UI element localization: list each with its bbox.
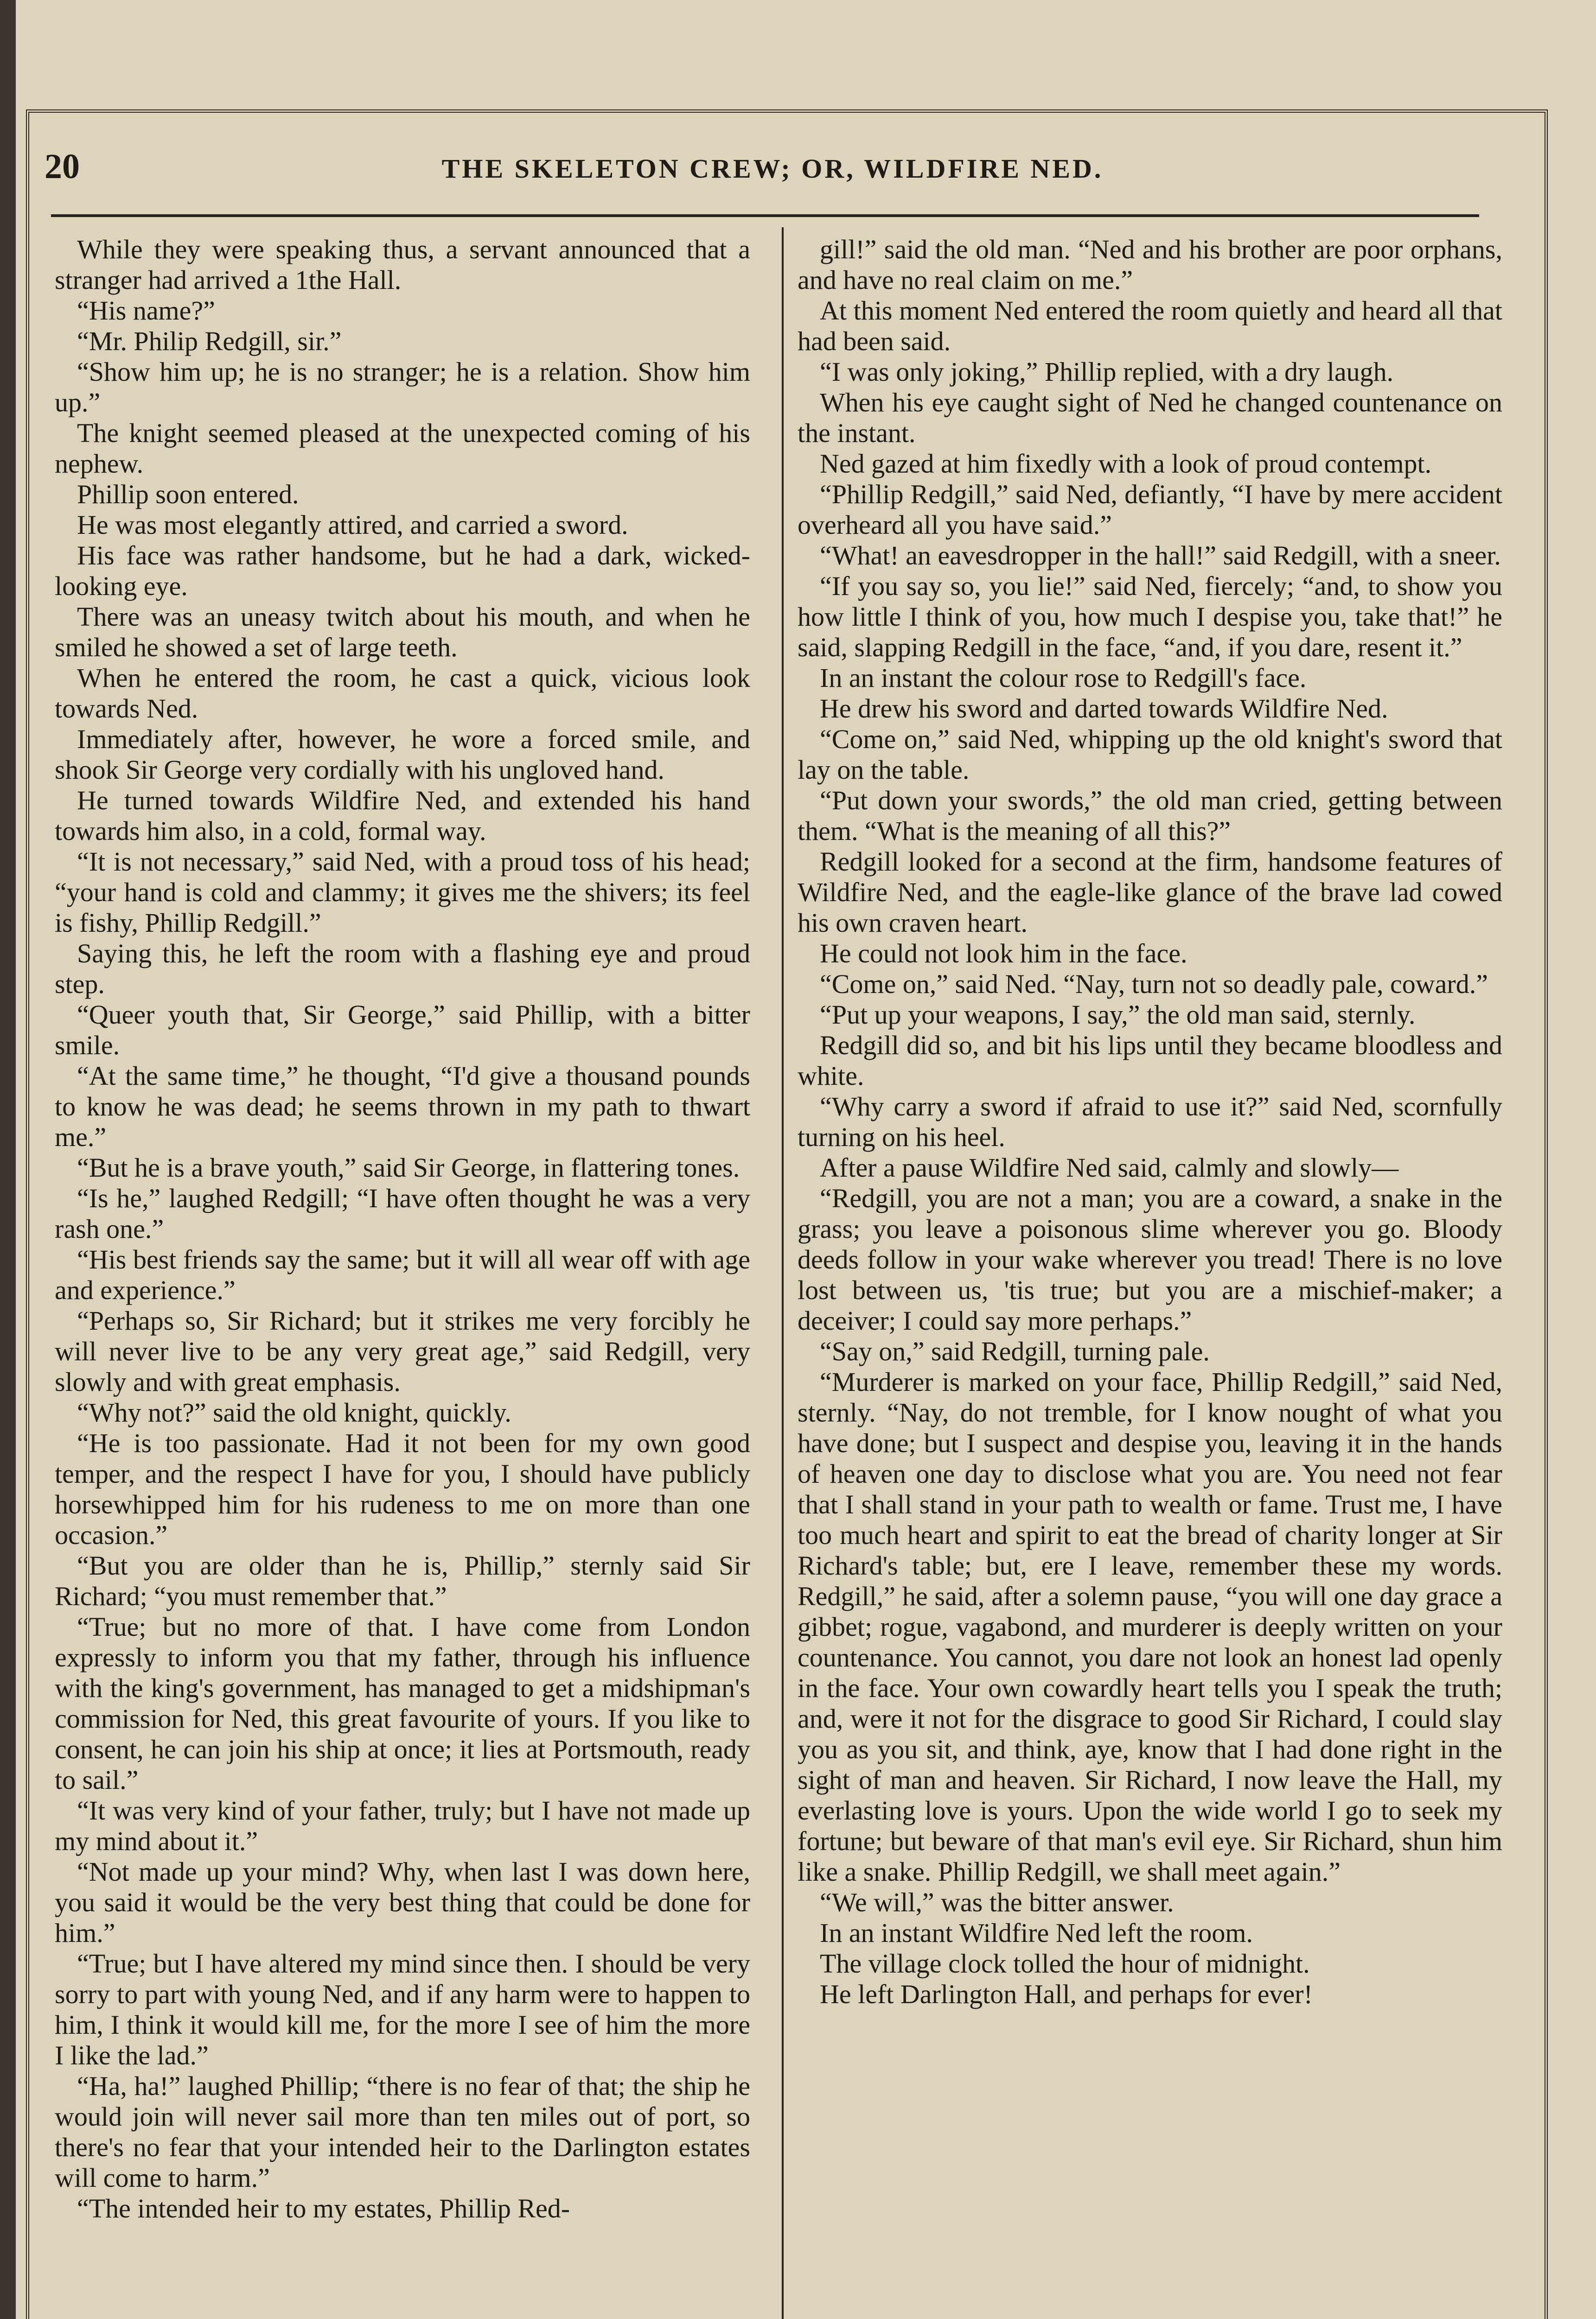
running-header (45, 147, 1500, 198)
paragraph: He drew his sword and darted towards Wildfire Ned. (820, 693, 1388, 724)
header-rule (51, 214, 1479, 217)
paragraph: Redgill looked for a second at the firm, handsome features of Wildfire Ned, and the eagle-like glance of the brave lad cowed his own craven heart. (798, 846, 1502, 938)
paragraph: “Is he,” laughed Redgill; “I have often thought he was a very rash one.” (55, 1183, 750, 1244)
paragraph: “If you say so, you lie!” said Ned, fiercely; “and, to show you how little I think of you, how much I despise you, take that!” he said, slapping Redgill in the face, “and, if you dare, resent it.” (798, 571, 1502, 662)
paragraph: “It was very kind of your father, truly; but I have not made up my mind about it.” (55, 1795, 750, 1856)
paragraph: Redgill did so, and bit his lips until they became bloodless and white. (798, 1030, 1502, 1091)
paragraph: “Show him up; he is no stranger; he is a relation. Show him up.” (55, 357, 750, 417)
paragraph: “Phillip Redgill,” said Ned, defiantly, “I have by mere accident overheard all you have said.” (798, 479, 1502, 540)
page-edge-shadow (0, 0, 16, 2319)
paragraph: “I was only joking,” Phillip replied, with a dry laugh. (820, 357, 1394, 387)
paragraph: “But he is a brave youth,” said Sir George, in flattering tones. (77, 1153, 740, 1183)
paragraph: There was an uneasy twitch about his mouth, and when he smiled he showed a set of large teeth. (55, 602, 750, 662)
paragraph: “Come on,” said Ned. “Nay, turn not so deadly pale, coward.” (820, 969, 1488, 999)
paragraph: “But you are older than he is, Phillip,” sternly said Sir Richard; “you must remember that.” (55, 1550, 750, 1611)
paragraph: “Murderer is marked on your face, Phillip Redgill,” said Ned, sternly. “Nay, do not tremble, for I know nought of what you have done; but I suspect and despise you, leaving it in the hands of heaven one day to disclose what you are. You need not fear that I shall stand in your path to wealth or fame. Trust me, I have too much heart and spirit to eat the bread of charity longer at Sir Richard's table; but, ere I leave, remember these my words. Redgill,” he said, after a solemn pause, “you will one day grace a gibbet; rogue, vagabond, and murderer is deeply written on your countenance. You cannot, you dare not look an honest lad openly in the face. Your own cowardly heart tells you I speak the truth; and, were it not for the disgrace to good Sir Richard, I could slay you as you sit, and think, aye, know that I had done right in the sight of man and heaven. Sir Richard, I now leave the Hall, my everlasting love is yours. Upon the wide world I go to seek my fortune; but beware of that man's evil eye. Sir Richard, shun him like a snake. Phillip Redgill, we shall meet again.” (798, 1367, 1502, 1887)
paragraph: “Come on,” said Ned, whipping up the old knight's sword that lay on the table. (798, 724, 1502, 785)
paragraph: In an instant Wildfire Ned left the room. (820, 1918, 1253, 1948)
paragraph: “Not made up your mind? Why, when last I was down here, you said it would be the very best thing that could be done for him.” (55, 1857, 750, 1948)
paragraph: The knight seemed pleased at the unexpected coming of his nephew. (55, 418, 750, 479)
paragraph: Ned gazed at him fixedly with a look of proud contempt. (820, 448, 1432, 479)
paragraph: “Say on,” said Redgill, turning pale. (820, 1336, 1210, 1366)
paragraph: His face was rather handsome, but he had a dark, wicked-looking eye. (55, 540, 750, 601)
paragraph: Immediately after, however, he wore a forced smile, and shook Sir George very cordially with his ungloved hand. (55, 724, 750, 785)
paragraph: When his eye caught sight of Ned he changed countenance on the instant. (798, 387, 1502, 448)
paragraph: gill!” said the old man. “Ned and his brother are poor orphans, and have no real claim on me.” (798, 234, 1502, 295)
paragraph: He could not look him in the face. (820, 938, 1187, 968)
paragraph: “Mr. Philip Redgill, sir.” (77, 326, 342, 356)
paragraph: “His name?” (77, 295, 215, 326)
paragraph: “We will,” was the bitter answer. (820, 1887, 1174, 1917)
page-number: 20 (45, 147, 80, 186)
paragraph: “What! an eavesdropper in the hall!” said Redgill, with a sneer. (820, 540, 1501, 570)
paragraph: After a pause Wildfire Ned said, calmly and slowly— (820, 1153, 1399, 1183)
paragraph: In an instant the colour rose to Redgill's face. (820, 663, 1307, 693)
paragraph: “Redgill, you are not a man; you are a coward, a snake in the grass; you leave a poisonous slime wherever you go. Bloody deeds follow in your wake wherever you tread! There is no love lost between us, 'tis true; but you are a mischief-maker; a deceiver; I could say more perhaps.” (798, 1183, 1502, 1336)
paragraph: “His best friends say the same; but it will all wear off with age and experience.” (55, 1244, 750, 1305)
paragraph: “True; but no more of that. I have come from London expressly to inform you that my father, through his influence with the king's government, has managed to get a midshipman's commission for Ned, this great favourite of yours. If you like to consent, he can join his ship at once; it lies at Portsmouth, ready to sail.” (55, 1612, 750, 1795)
paragraph: “Ha, ha!” laughed Phillip; “there is no fear of that; the ship he would join will never sail more than ten miles out of port, so there's no fear that your intended heir to the Darlington estates will come to harm.” (55, 2071, 750, 2193)
paragraph: While they were speaking thus, a servant announced that a stranger had arrived a 1the Hall. (55, 234, 750, 295)
paragraph: Saying this, he left the room with a flashing eye and proud step. (55, 938, 750, 999)
running-title: THE SKELETON CREW; OR, WILDFIRE NED. (441, 154, 1104, 184)
left-column (55, 234, 750, 2319)
paragraph: “Queer youth that, Sir George,” said Phillip, with a bitter smile. (55, 999, 750, 1060)
paragraph: “At the same time,” he thought, “I'd give a thousand pounds to know he was dead; he seems thrown in my path to thwart me.” (55, 1061, 750, 1152)
paragraph: “It is not necessary,” said Ned, with a proud toss of his head; “your hand is cold and clammy; it gives me the shivers; its feel is fishy, Phillip Redgill.” (55, 846, 750, 938)
paragraph: “Why carry a sword if afraid to use it?” said Ned, scornfully turning on his heel. (798, 1091, 1502, 1152)
paragraph: At this moment Ned entered the room quietly and heard all that had been said. (798, 295, 1502, 356)
paragraph: The village clock tolled the hour of midnight. (820, 1948, 1310, 1979)
paragraph: Phillip soon entered. (77, 479, 299, 509)
paragraph: He was most elegantly attired, and carried a sword. (77, 510, 628, 540)
column-divider (782, 227, 784, 2319)
paragraph: He turned towards Wildfire Ned, and extended his hand towards him also, in a cold, formal way. (55, 785, 750, 846)
paragraph: When he entered the room, he cast a quick, vicious look towards Ned. (55, 663, 750, 724)
paragraph: “He is too passionate. Had it not been for my own good temper, and the respect I have for you, I should have publicly horsewhipped him for his rudeness to me on more than one occasion.” (55, 1428, 750, 1550)
paragraph: “Put up your weapons, I say,” the old man said, sternly. (820, 999, 1416, 1030)
paragraph: “True; but I have altered my mind since then. I should be very sorry to part with young Ned, and if any harm were to happen to him, I think it would kill me, for the more I see of him the more I like the lad.” (55, 1948, 750, 2070)
paragraph: “Why not?” said the old knight, quickly. (77, 1397, 511, 1428)
right-column (798, 234, 1502, 2319)
paragraph: He left Darlington Hall, and perhaps for ever! (820, 1979, 1313, 2009)
paragraph: “The intended heir to my estates, Phillip Red- (77, 2193, 570, 2223)
paragraph: “Perhaps so, Sir Richard; but it strikes me very forcibly he will never live to be any very great age,” said Redgill, very slowly and with great emphasis. (55, 1306, 750, 1397)
paragraph: “Put down your swords,” the old man cried, getting between them. “What is the meaning of all this?” (798, 785, 1502, 846)
